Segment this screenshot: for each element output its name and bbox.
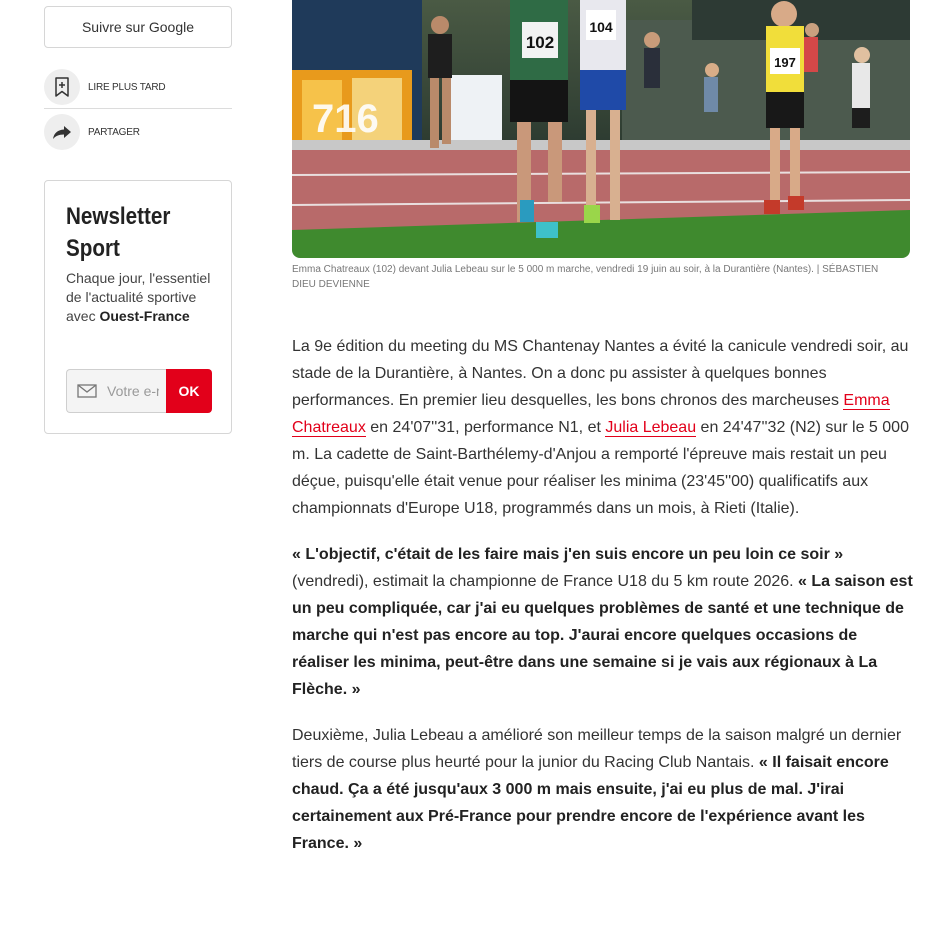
paragraph-text: en 24'47''32 (N2) sur le 5 000 m. La cadette de Saint-Barthélemy-d'Anjou a remporté l'épreuve mais restait un peu déçue, puisqu'elle était venue pour réaliser les minima (23'45''00) qualificatifs aux championnats d'Europe U18, programmés dans un mois, à Rieti (Italie). (292, 419, 909, 517)
quote: « La saison est un peu compliquée, car j'ai eu quelques problèmes de santé et une technique de marche qui n'est pas encore au top. J'aurai encore quelques occasions de réaliser les minima, peut-être dans une semaine si je vais aux régionaux à La Flèche. » (292, 573, 913, 698)
bookmark-icon (44, 69, 80, 105)
follow-on-google-button[interactable] (44, 6, 232, 48)
bib-number-197: 197 (774, 55, 796, 70)
banner-number: 716 (312, 97, 379, 141)
quote: « L'objectif, c'était de les faire mais j'en suis encore un peu loin ce soir » (292, 546, 844, 563)
article-body (292, 333, 914, 876)
share-button[interactable] (44, 113, 232, 151)
share-arrow-icon (44, 114, 80, 150)
paragraph-3 (292, 722, 914, 857)
link-julia-lebeau[interactable]: Julia Lebeau (605, 419, 697, 436)
newsletter-ok-button[interactable]: OK (166, 369, 212, 413)
newsletter-form (66, 369, 212, 413)
newsletter-brand: Ouest-France (99, 308, 190, 324)
bib-number-102: 102 (525, 33, 555, 52)
newsletter-title: Newsletter Sport (66, 203, 171, 262)
sidebar-divider (44, 108, 232, 109)
article-photo (292, 0, 910, 258)
quote: « Il faisait encore chaud. Ça a été jusqu'aux 3 000 m mais ensuite, j'ai eu plus de mal. J'irai certainement aux Pré-France pour prendre encore de l'expérience avant les France. » (292, 754, 889, 852)
newsletter-email-field[interactable] (66, 369, 166, 413)
read-later-button[interactable] (44, 68, 232, 106)
follow-on-google-label: Suivre sur Google (81, 19, 195, 35)
paragraph-text: Deuxième, Julia Lebeau a amélioré son meilleur temps de la saison malgré un dernier tiers de course plus heurté pour la junior du Racing Club Nantais. (292, 727, 902, 771)
bib-number-104: 104 (589, 19, 613, 35)
newsletter-description-text: Chaque jour, l'essentiel de l'actualité sportive avec (66, 270, 211, 324)
newsletter-email-input[interactable] (105, 382, 161, 400)
paragraph-2 (292, 541, 914, 703)
envelope-icon (77, 384, 97, 398)
paragraph-1 (292, 333, 914, 522)
read-later-label: LIRE PLUS TARD (88, 81, 166, 93)
photo-caption: Emma Chatreaux (102) devant Julia Lebeau sur le 5 000 m marche, vendredi 19 juin au soir, à la Durantière (Nantes). | SÉBASTIEN DIEU DEVIENNE (292, 264, 879, 290)
newsletter-signup-box (44, 180, 232, 434)
paragraph-text: La 9e édition du meeting du MS Chantenay Nantes a évité la canicule vendredi soir, au stade de la Durantière, à Nantes. On a donc pu assister à quelques bonnes performances. En premier lieu desquelles, les bons chronos des marcheuses (292, 338, 909, 409)
paragraph-text: (vendredi), estimait la championne de France U18 du 5 km route 2026. (292, 573, 799, 590)
newsletter-description (66, 269, 216, 326)
share-label: PARTAGER (88, 126, 140, 138)
paragraph-text: en 24'07''31, performance N1, et (365, 419, 606, 436)
link-emma-chatreaux[interactable]: Emma Chatreaux (292, 392, 890, 436)
